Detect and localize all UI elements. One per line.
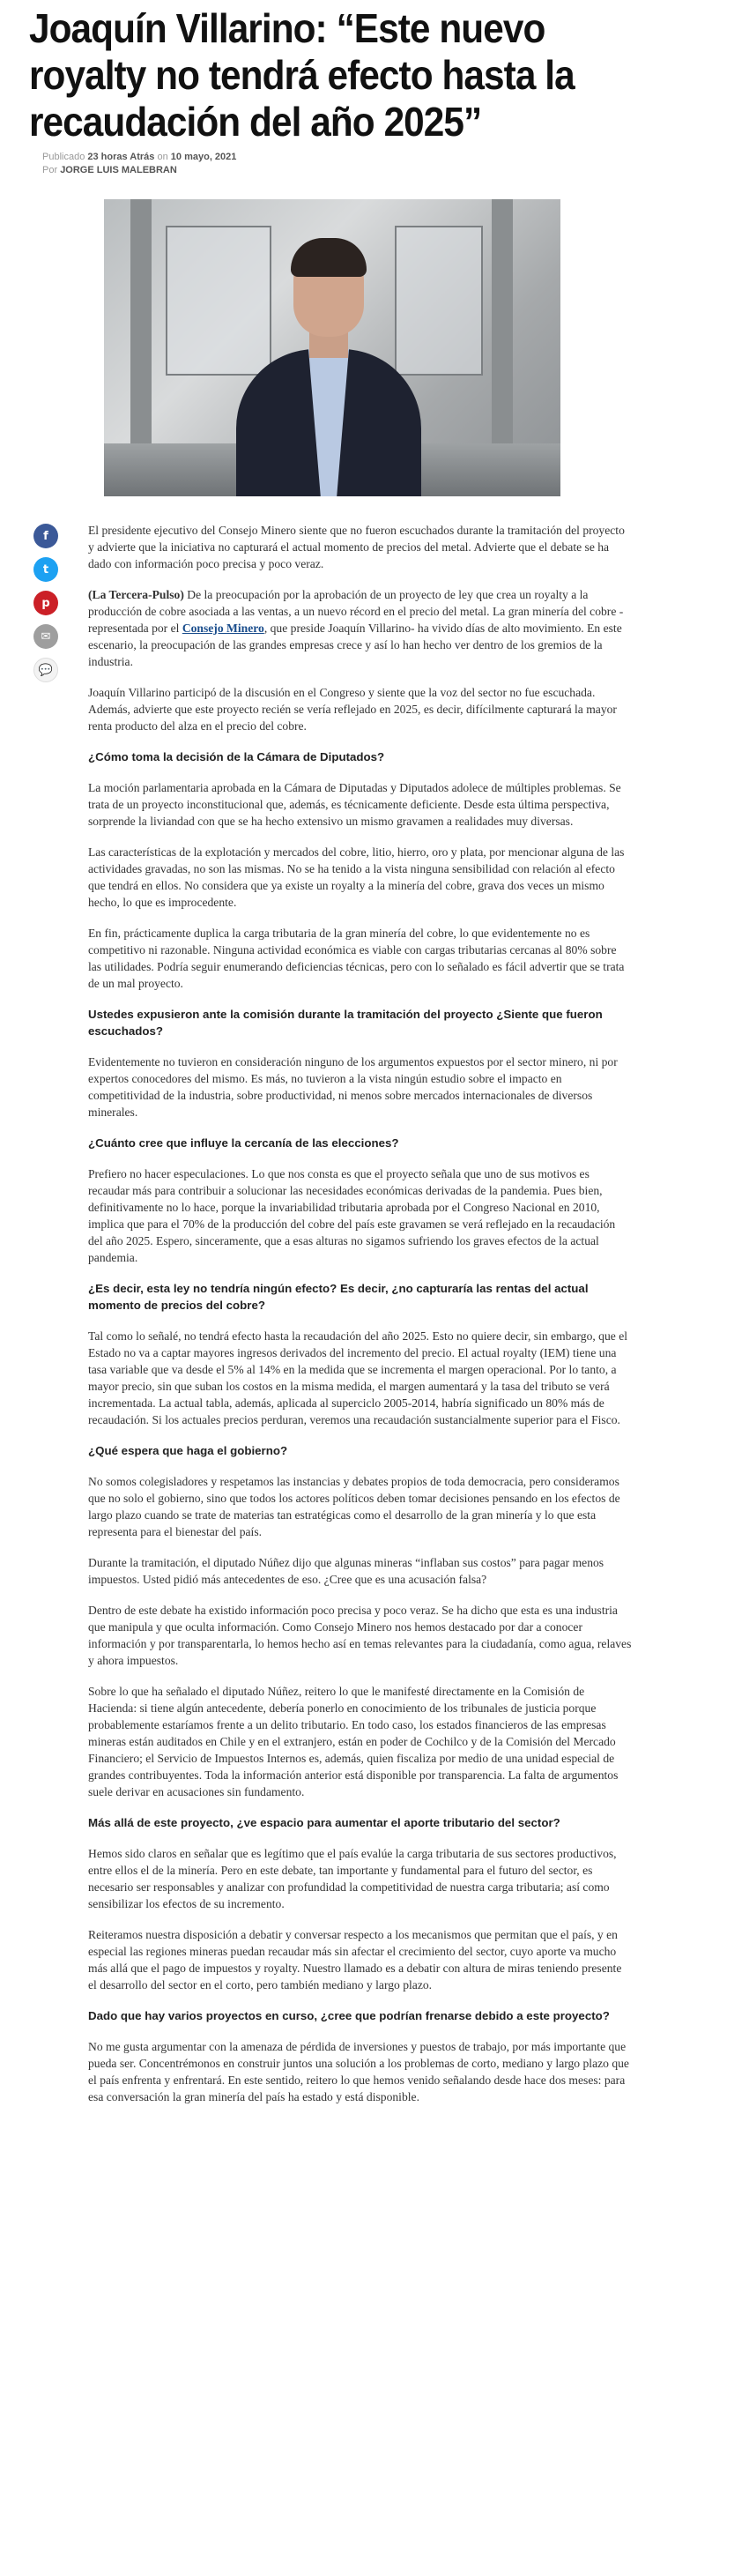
- published-on-word: on: [157, 152, 168, 162]
- pinterest-share-button[interactable]: [33, 591, 58, 615]
- article-paragraph: La moción parlamentaria aprobada en la Cámara de Diputadas y Diputados adolece de múltiples problemas. Se trata de un proyecto inconstitucional que, además, es técnicamente deficiente. Desde esta última perspectiva, sorprende la liviandad con que se ha hecho extensivo un mismo gravamen a realidades muy diversas.: [88, 781, 621, 828]
- interview-question: Ustedes expusieron ante la comisión durante la tramitación del proyecto ¿Siente que fueron escuchados?: [88, 1008, 603, 1038]
- consejo-minero-link[interactable]: Consejo Minero: [182, 622, 264, 635]
- article-paragraph: Joaquín Villarino participó de la discusión en el Congreso y siente que la voz del sector no fue escuchada. Además, advierte que este proyecto recién se vería reflejado en 2025, es decir, difícilmente capturará la mayor renta producto del alza en el precio del cobre.: [88, 686, 617, 733]
- article-headline: Joaquín Villarino: “Este nuevo royalty no tendrá efecto hasta la recaudación del año 2025”: [29, 5, 575, 145]
- photo-window: [395, 226, 483, 376]
- article-paragraph: Sobre lo que ha señalado el diputado Núñez, reitero lo que le manifesté directamente en la Comisión de Hacienda: si tiene algún antecedente, debería ponerlo en conocimiento de los tribunales de justicia porque probablemente estaríamos frente a un delito tributario. En todo caso, los estados financieros de las empresas mineras están auditados en Chile y en el extranjero, están en poder de Cochilco y de la Comisión del Mercado Financiero; el Servicio de Impuestos Internos es, además, quien fiscaliza por medio de una unidad especial de grandes contribuyentes. Toda la información anterior está disponible por transparencia. La falta de argumentos suele derivar en acusaciones sin fundamento.: [88, 1685, 619, 1798]
- facebook-share-button[interactable]: [33, 524, 58, 548]
- facebook-icon: f: [43, 529, 48, 543]
- author-link[interactable]: JORGE LUIS MALEBRAN: [60, 165, 177, 175]
- email-icon: ✉: [41, 629, 51, 644]
- interview-question: ¿Cuánto cree que influye la cercanía de las elecciones?: [88, 1136, 399, 1150]
- interview-question: ¿Qué espera que haga el gobierno?: [88, 1444, 288, 1457]
- article-body: [88, 522, 633, 2119]
- interview-question: Más allá de este proyecto, ¿ve espacio para aumentar el aporte tributario del sector?: [88, 1816, 560, 1829]
- twitter-icon: t: [42, 562, 49, 577]
- twitter-share-button[interactable]: [33, 557, 58, 582]
- published-date: 10 mayo, 2021: [170, 152, 237, 162]
- article-paragraph: Dentro de este debate ha existido información poco precisa y poco veraz. Se ha dicho que esta es una industria que manipula y que oculta información. Como Consejo Minero nos hemos destacado por dar a conocer información y por transparentarla, lo hemos hecho así en temas relevantes para la ciudadanía, como agua, relaves y ahora impuestos.: [88, 1604, 632, 1667]
- article-paragraph: Las características de la explotación y mercados del cobre, litio, hierro, oro y plata, por mencionar alguna de las actividades gravadas, no son las mismas. No se ha tenido a la vista ninguna sensibilidad con relación al efecto que tendrá en ellos. No considera que ya existe un royalty a la minería del cobre, grava dos veces un mismo hecho, lo que es improcedente.: [88, 845, 625, 909]
- photo-window: [166, 226, 271, 376]
- email-share-button[interactable]: [33, 624, 58, 649]
- article-paragraph: El presidente ejecutivo del Consejo Minero siente que no fueron escuchados durante la tramitación del proyecto y advierte que la iniciativa no capturará el actual momento de precios del metal. Advierte que el debate se ha dado con información poco precisa y poco veraz.: [88, 524, 625, 570]
- article-paragraph: [88, 586, 633, 670]
- interview-question: ¿Cómo toma la decisión de la Cámara de Diputados?: [88, 750, 385, 763]
- published-prefix: Publicado: [42, 152, 85, 162]
- hero-photo: [104, 199, 560, 496]
- byline: [42, 165, 177, 175]
- publish-meta: [42, 152, 236, 162]
- article-paragraph: Evidentemente no tuvieron en consideración ninguno de los argumentos expuestos por el sector minero, ni por expertos conocedores del mismo. Es más, no tuvieron a la vista ningún estudio sobre el impacto en competitividad de la industria, sobre productividad, ni menos sobre mercados internacionales de diversos minerales.: [88, 1055, 618, 1119]
- comment-icon: 💬: [38, 663, 54, 677]
- byline-prefix: Por: [42, 165, 58, 175]
- photo-subject-hair: [291, 238, 367, 277]
- article-paragraph: Hemos sido claros en señalar que es legítimo que el país evalúe la carga tributaria de sus sectores productivos, entre ellos el de la minería. Pero en este debate, tan importante y fundamental para el futuro del sector, es necesario ser responsables y analizar con profundidad la competitividad de nuestra carga tributaria; así como sensibilizar los efectos de su incremento.: [88, 1847, 617, 1910]
- article-paragraph: No me gusta argumentar con la amenaza de pérdida de inversiones y puestos de trabajo, por más importante que pueda ser. Concentrémonos en construir juntos una solución a los problemas de corto, mediano y largo plazo que el país enfrenta y enfrentará. En este sentido, reitero lo que hemos venido señalando desde hace dos meses: para esa conversación la gran minería del país ha estado y está disponible.: [88, 2040, 629, 2103]
- article-paragraph: Prefiero no hacer especulaciones. Lo que nos consta es que el proyecto señala que uno de sus motivos es recaudar más para contribuir a solucionar las necesidades económicas derivadas de la pandemia. Pues bien, definitivamente no lo hace, porque la invariabilidad tributaria aprobada por el Congreso Nacional en 2010, implica que para el 70% de la producción del cobre del país este gravamen se verá reflejado en la recaudación del año 2025. Espero, sinceramente, que a esas alturas no sigamos sufriendo los graves efectos de la actual pandemia.: [88, 1167, 616, 1264]
- interview-question: Dado que hay varios proyectos en curso, ¿cree que podrían frenarse debido a este proyecto?: [88, 2009, 610, 2022]
- article-paragraph: No somos colegisladores y respetamos las instancias y debates propios de toda democracia, pero consideramos que no solo el gobierno, sino que todos los actores políticos deben tomar decisiones pensando en los efectos de largo plazo cuando se trate de materias tan estratégicas como el desarrollo de la gran minería y lo que esta representa para el bienestar del país.: [88, 1475, 620, 1538]
- source-tag: (La Tercera-Pulso): [88, 588, 184, 601]
- article-paragraph: En fin, prácticamente duplica la carga tributaria de la gran minería del cobre, lo que evidentemente no es competitivo ni razonable. Ninguna actividad económica es viable con cargas tributarias cercanas al 80% sobre las utilidades. Podría seguir enumerando deficiencias técnicas, pero con lo señalado es fácil advertir que se trata de un mal proyecto.: [88, 927, 625, 990]
- article-paragraph: Durante la tramitación, el diputado Núñez dijo que algunas mineras “inflaban sus costos” para pagar menos impuestos. Usted pidió más antecedentes de eso. ¿Cree que es una acusación falsa?: [88, 1556, 604, 1586]
- paragraph-text: , que preside Joaquín Villarino- ha vivido días de alto movimiento. En este escenario, la preocupación de las grandes empresas crece y así lo han hecho ver dentro de los gremios de la industria.: [88, 622, 622, 668]
- interview-question: ¿Es decir, esta ley no tendría ningún efecto? Es decir, ¿no capturaría las rentas del actual momento de precios del cobre?: [88, 1282, 589, 1312]
- article-paragraph: Tal como lo señalé, no tendrá efecto hasta la recaudación del año 2025. Esto no quiere decir, sin embargo, que el Estado no va a captar mayores ingresos derivados del incremento del precio. El actual royalty (IEM) tiene una tasa variable que va desde el 5% al 14% en la medida que se incrementa el margen operacional. Por lo tanto, a mayor precio, sin que suban los costos en la misma medida, el margen aumentará y la tasa del tributo se verá incrementada. La actual tabla, además, aplicada al superciclo 2005-2014, habría significado un 80% más de recaudación. Si los actuales precios perduran, veremos una recaudación sustancialmente superior para el Fisco.: [88, 1329, 628, 1426]
- comments-button[interactable]: [33, 658, 58, 682]
- paragraph-text: De la preocupación por la aprobación de un proyecto de ley que crea un royalty a la producción de cobre asociada a las ventas, a un nuevo récord en el precio del metal. La gran minería del cobre -representada por el: [88, 588, 624, 635]
- article-paragraph: Reiteramos nuestra disposición a debatir y conversar respecto a los mecanismos que permitan que el país, y en especial las regiones mineras puedan recaudar más sin afectar el crecimiento del sector, cuyo aporte va mucho más allá que el pago de impuestos y royalty. Nuestro llamado es a debatir con altura de miras teniendo presente el desarrollo del sector en el corto, pero también mediano y largo plazo.: [88, 1928, 622, 1992]
- published-ago: 23 horas Atrás: [87, 152, 155, 162]
- pinterest-icon: p: [41, 596, 50, 610]
